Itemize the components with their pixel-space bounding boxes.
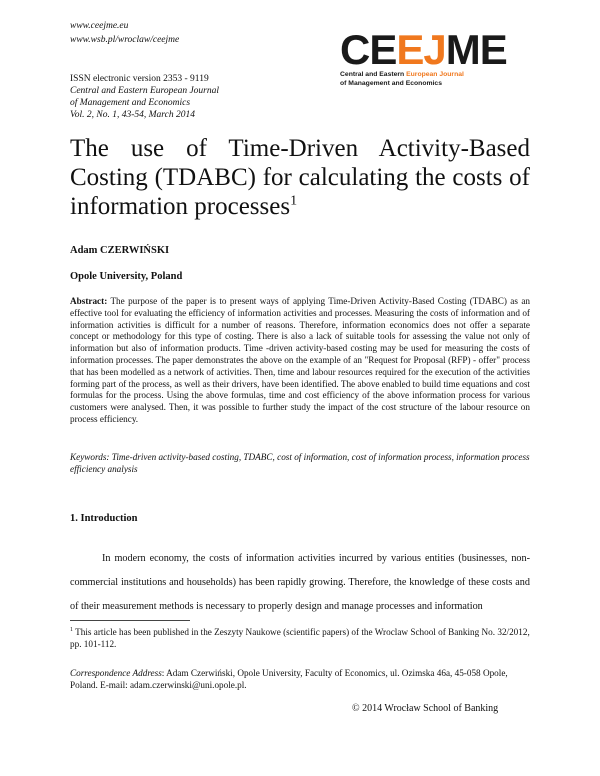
journal-name-line1: Central and Eastern European Journal bbox=[70, 86, 219, 96]
logo-subtitle bbox=[340, 70, 540, 88]
copyright: © 2014 Wrocław School of Banking bbox=[352, 703, 499, 714]
logo-letter: C bbox=[340, 26, 370, 73]
logo-wordmark bbox=[340, 26, 540, 73]
abstract-label: Abstract: bbox=[70, 296, 108, 306]
author-name: Adam CZERWIŃSKI bbox=[70, 245, 170, 256]
journal-volume: Vol. 2, No. 1, 43-54, March 2014 bbox=[70, 110, 195, 120]
logo-sub-part1: Central and Eastern bbox=[340, 71, 407, 78]
logo-letter: E bbox=[396, 26, 424, 73]
logo-sub-line2: of Management and Economics bbox=[340, 80, 442, 87]
logo-letter: M bbox=[445, 26, 480, 73]
logo-letter: E bbox=[479, 26, 507, 73]
issn: ISSN electronic version 2353 - 9119 bbox=[70, 74, 209, 84]
ceejme-logo bbox=[340, 26, 540, 88]
correspondence-text: : Adam Czerwiński, Opole University, Faculty of Economics, ul. Ozimska 46a, 45-058 Opole, Poland. E-mail: adam.czerwinski@uni.opole.pl. bbox=[70, 668, 508, 690]
keywords: Keywords: Time-driven activity-based costing, TDABC, cost of information, cost of information process, information process efficiency analysis bbox=[70, 452, 530, 474]
paper-title-text: The use of Time-Driven Activity-Based Costing (TDABC) for calculating the costs of information processes bbox=[70, 135, 530, 220]
intro-paragraph bbox=[70, 547, 530, 619]
abstract bbox=[70, 296, 530, 426]
logo-sub-part2: European Journal bbox=[406, 71, 464, 78]
paper-title bbox=[70, 134, 530, 221]
footnote-divider bbox=[70, 620, 190, 621]
footnote bbox=[70, 626, 530, 650]
publisher-url-link[interactable]: www.wsb.pl/wroclaw/ceejme bbox=[70, 35, 180, 45]
journal-urls bbox=[70, 19, 179, 47]
correspondence-address bbox=[70, 667, 530, 691]
abstract-text: The purpose of the paper is to present ways of applying Time-Driven Activity-Based Costing (TDABC) as an effective tool for evaluating the efficiency of information activities and processes. Measuring the costs of information and of information activities is difficult for a number of reasons. Therefore, information economics does not offer a separate concept or methodology for this type of costing. There is also a lack of suitable tools for assessing the value not only of information but also of information products. Time -driven activity-based costing may be used for measuring the costs of information processes. The paper demonstrates the above on the example of an "Request for Proposal (RFP) - offer" process that has been modelled as a network of activities. Then, time and labour resources required for the execution of the activities forming part of the process, as well as their drivers, have been identified. The above enabled to build time equations and cost formulas for the process. Using the above formulas, time and cost efficiency of the above information process for various customers were analysed. Then, it was possible to further study the impact of the cost structure of the labour resource on process efficiency. bbox=[70, 296, 530, 424]
title-footnote-mark[interactable]: 1 bbox=[290, 193, 298, 209]
footnote-mark: 1 bbox=[70, 626, 73, 633]
journal-info bbox=[70, 73, 219, 121]
section-heading: 1. Introduction bbox=[70, 513, 138, 524]
logo-letter: E bbox=[369, 26, 397, 73]
author-affiliation: Opole University, Poland bbox=[70, 271, 183, 282]
logo-letter: J bbox=[423, 26, 446, 73]
footnote-text: This article has been published in the Zeszyty Naukowe (scientific papers) of the Wroclaw School of Banking No. 32/2012, pp. 101-112. bbox=[70, 627, 530, 649]
intro-text: In modern economy, the costs of information activities incurred by various entities (businesses, non-commercial institutions and households) has been rapidly growing. Therefore, the knowledge of these costs and of their measurement methods is necessary to properly design and manage processes and information bbox=[70, 553, 530, 612]
journal-name-line2: of Management and Economics bbox=[70, 98, 191, 108]
correspondence-label: Correspondence Address bbox=[70, 668, 162, 678]
journal-url-link[interactable]: www.ceejme.eu bbox=[70, 21, 129, 31]
